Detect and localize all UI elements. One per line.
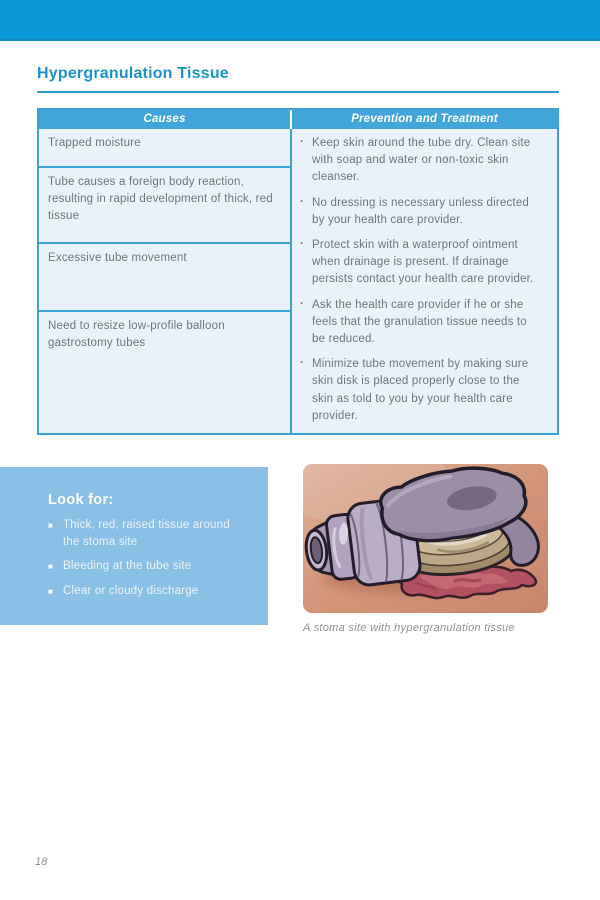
list-item bbox=[299, 135, 539, 187]
figure-caption: A stoma site with hypergranulation tissue bbox=[303, 622, 515, 635]
stoma-illustration bbox=[303, 464, 548, 613]
look-for-callout bbox=[0, 467, 268, 625]
table-row: Trapped moisture bbox=[39, 129, 290, 168]
look-for-text: Bleeding at the tube site bbox=[63, 560, 192, 573]
square-bullet-icon: ■ bbox=[48, 562, 54, 572]
look-for-text: Thick, red, raised tissue around the stoma site bbox=[63, 519, 230, 548]
title-underline bbox=[37, 91, 559, 93]
column-header-prevention: Prevention and Treatment bbox=[351, 113, 498, 125]
causes-prevention-table bbox=[37, 108, 559, 435]
table-row: Excessive tube movement bbox=[39, 244, 290, 312]
dot-bullet-icon: · bbox=[300, 297, 305, 310]
column-header-causes: Causes bbox=[39, 110, 292, 129]
prevention-text: No dressing is necessary unless directed by your health care provider. bbox=[312, 196, 530, 226]
causes-column bbox=[39, 129, 292, 433]
look-for-heading: Look for: bbox=[48, 492, 114, 509]
prevention-text: Protect skin with a waterproof ointment when drainage is present. If drainage persists contact your health care provider. bbox=[312, 239, 534, 286]
page-title: Hypergranulation Tissue bbox=[37, 65, 229, 82]
prevention-column bbox=[292, 129, 557, 433]
prevention-text: Minimize tube movement by making sure skin disk is placed properly close to the skin as told to you by your health care provider. bbox=[312, 358, 529, 422]
table-row: Need to resize low-profile balloon gastrostomy tubes bbox=[48, 320, 225, 350]
prevention-text: Ask the health care provider if he or she feels that the granulation tissue needs to be reduced. bbox=[312, 298, 527, 346]
dot-bullet-icon: · bbox=[300, 136, 305, 148]
table-header-row bbox=[39, 110, 557, 129]
page-number: 18 bbox=[35, 856, 48, 868]
prevention-text: Keep skin around the tube dry. Clean site with soap and water or non-toxic skin cleanser. bbox=[312, 137, 531, 184]
top-banner-bar bbox=[0, 0, 600, 41]
list-item bbox=[48, 583, 230, 600]
look-for-text: Clear or cloudy discharge bbox=[63, 584, 199, 597]
bottom-section bbox=[0, 467, 600, 634]
figure-block bbox=[303, 464, 548, 634]
page-content bbox=[0, 65, 600, 435]
square-bullet-icon: ■ bbox=[48, 586, 54, 596]
list-item bbox=[299, 356, 539, 425]
table-body bbox=[39, 129, 557, 433]
list-item bbox=[299, 195, 539, 229]
dot-bullet-icon: · bbox=[300, 195, 305, 208]
table-row: Tube causes a foreign body reaction, resulting in rapid development of thick, red tissue bbox=[39, 168, 290, 244]
square-bullet-icon: ■ bbox=[48, 521, 54, 531]
dot-bullet-icon: · bbox=[300, 238, 305, 251]
list-item bbox=[48, 558, 230, 575]
list-item bbox=[48, 517, 230, 550]
dot-bullet-icon: · bbox=[300, 357, 305, 370]
list-item bbox=[299, 237, 539, 289]
list-item bbox=[299, 297, 539, 349]
